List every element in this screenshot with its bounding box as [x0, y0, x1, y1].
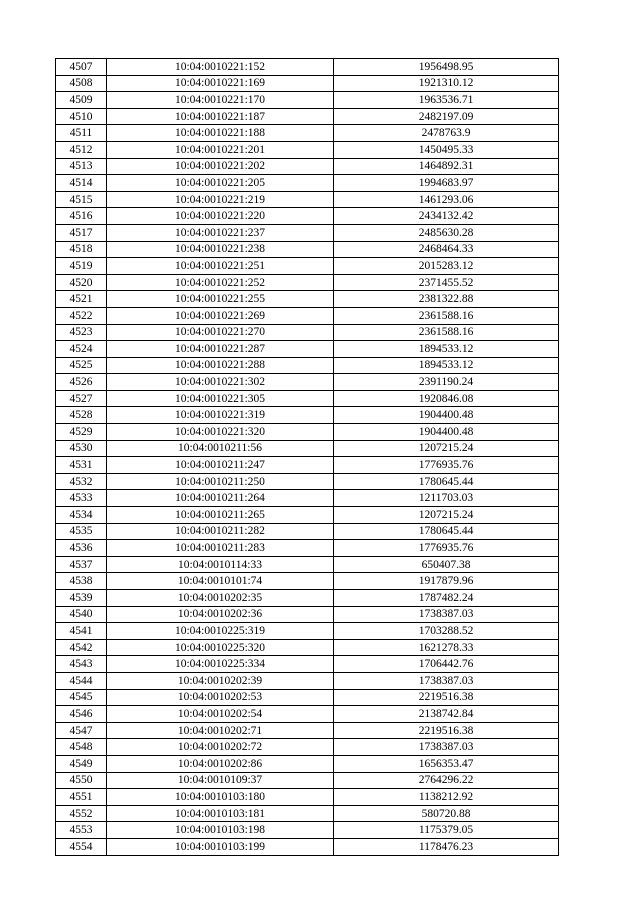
cadastral-number-cell: 10:04:0010225:319 [107, 623, 334, 640]
value-cell: 1904400.48 [334, 407, 559, 424]
value-cell: 2371455.52 [334, 274, 559, 291]
value-cell: 2391190.24 [334, 374, 559, 391]
cadastral-number-cell: 10:04:0010221:219 [107, 191, 334, 208]
value-cell: 1780645.44 [334, 473, 559, 490]
table-row [56, 606, 559, 623]
value-cell: 2219516.38 [334, 689, 559, 706]
cadastral-number-cell: 10:04:0010211:265 [107, 507, 334, 524]
table-row [56, 125, 559, 142]
cadastral-number-cell: 10:04:0010221:320 [107, 424, 334, 441]
table-row [56, 341, 559, 358]
table-row [56, 357, 559, 374]
value-cell: 2219516.38 [334, 722, 559, 739]
row-number-cell: 4549 [56, 755, 107, 772]
row-number-cell: 4522 [56, 307, 107, 324]
value-cell: 2468464.33 [334, 241, 559, 258]
row-number-cell: 4545 [56, 689, 107, 706]
row-number-cell: 4534 [56, 507, 107, 524]
row-number-cell: 4530 [56, 440, 107, 457]
cadastral-number-cell: 10:04:0010202:39 [107, 672, 334, 689]
table-row [56, 241, 559, 258]
table-row [56, 772, 559, 789]
cadastral-number-cell: 10:04:0010103:181 [107, 805, 334, 822]
value-cell: 1921310.12 [334, 75, 559, 92]
row-number-cell: 4515 [56, 191, 107, 208]
table-row [56, 307, 559, 324]
row-number-cell: 4519 [56, 258, 107, 275]
table-row [56, 523, 559, 540]
value-cell: 1780645.44 [334, 523, 559, 540]
value-cell: 1894533.12 [334, 341, 559, 358]
cadastral-number-cell: 10:04:0010221:170 [107, 92, 334, 109]
value-cell: 2138742.84 [334, 706, 559, 723]
row-number-cell: 4532 [56, 473, 107, 490]
cadastral-number-cell: 10:04:0010202:54 [107, 706, 334, 723]
table-row [56, 424, 559, 441]
table-row [56, 507, 559, 524]
value-cell: 1461293.06 [334, 191, 559, 208]
row-number-cell: 4539 [56, 590, 107, 607]
table-row [56, 59, 559, 76]
row-number-cell: 4537 [56, 556, 107, 573]
table-row [56, 540, 559, 557]
cadastral-number-cell: 10:04:0010225:334 [107, 656, 334, 673]
value-cell: 2361588.16 [334, 307, 559, 324]
row-number-cell: 4541 [56, 623, 107, 640]
value-cell: 1706442.76 [334, 656, 559, 673]
cadastral-number-cell: 10:04:0010211:264 [107, 490, 334, 507]
table-row [56, 722, 559, 739]
value-cell: 2015283.12 [334, 258, 559, 275]
cadastral-number-cell: 10:04:0010109:37 [107, 772, 334, 789]
value-cell: 1703288.52 [334, 623, 559, 640]
row-number-cell: 4526 [56, 374, 107, 391]
row-number-cell: 4544 [56, 672, 107, 689]
table-row [56, 390, 559, 407]
cadastral-number-cell: 10:04:0010221:302 [107, 374, 334, 391]
row-number-cell: 4523 [56, 324, 107, 341]
cadastral-number-cell: 10:04:0010101:74 [107, 573, 334, 590]
value-cell: 1175379.05 [334, 822, 559, 839]
cadastral-number-cell: 10:04:0010202:35 [107, 590, 334, 607]
cadastral-number-cell: 10:04:0010221:255 [107, 291, 334, 308]
row-number-cell: 4525 [56, 357, 107, 374]
table-row [56, 473, 559, 490]
row-number-cell: 4510 [56, 108, 107, 125]
cadastral-number-cell: 10:04:0010211:56 [107, 440, 334, 457]
table-row [56, 739, 559, 756]
cadastral-number-cell: 10:04:0010221:201 [107, 141, 334, 158]
table-row [56, 92, 559, 109]
value-cell: 2482197.09 [334, 108, 559, 125]
table-row [56, 672, 559, 689]
cadastral-number-cell: 10:04:0010221:220 [107, 208, 334, 225]
row-number-cell: 4508 [56, 75, 107, 92]
value-cell: 2764296.22 [334, 772, 559, 789]
row-number-cell: 4516 [56, 208, 107, 225]
value-cell: 1464892.31 [334, 158, 559, 175]
cadastral-number-cell: 10:04:0010202:36 [107, 606, 334, 623]
cadastral-number-cell: 10:04:0010221:187 [107, 108, 334, 125]
value-cell: 1917879.96 [334, 573, 559, 590]
table-row [56, 656, 559, 673]
value-cell: 1738387.03 [334, 739, 559, 756]
value-cell: 1963536.71 [334, 92, 559, 109]
cadastral-number-cell: 10:04:0010202:86 [107, 755, 334, 772]
cadastral-number-cell: 10:04:0010221:237 [107, 224, 334, 241]
value-cell: 1207215.24 [334, 440, 559, 457]
value-cell: 2381322.88 [334, 291, 559, 308]
row-number-cell: 4509 [56, 92, 107, 109]
cadastral-number-cell: 10:04:0010221:238 [107, 241, 334, 258]
table-row [56, 208, 559, 225]
cadastral-number-cell: 10:04:0010221:319 [107, 407, 334, 424]
cadastral-number-cell: 10:04:0010103:180 [107, 789, 334, 806]
row-number-cell: 4535 [56, 523, 107, 540]
table-row [56, 556, 559, 573]
row-number-cell: 4513 [56, 158, 107, 175]
table-row [56, 191, 559, 208]
row-number-cell: 4542 [56, 639, 107, 656]
value-cell: 1894533.12 [334, 357, 559, 374]
value-cell: 1656353.47 [334, 755, 559, 772]
table-row [56, 158, 559, 175]
table-row [56, 374, 559, 391]
row-number-cell: 4518 [56, 241, 107, 258]
row-number-cell: 4551 [56, 789, 107, 806]
value-cell: 1211703.03 [334, 490, 559, 507]
row-number-cell: 4527 [56, 390, 107, 407]
value-cell: 1994683.97 [334, 175, 559, 192]
table-body [56, 59, 559, 856]
row-number-cell: 4552 [56, 805, 107, 822]
value-cell: 1904400.48 [334, 424, 559, 441]
table-row [56, 755, 559, 772]
cadastral-number-cell: 10:04:0010221:287 [107, 341, 334, 358]
row-number-cell: 4543 [56, 656, 107, 673]
cadastral-number-cell: 10:04:0010211:250 [107, 473, 334, 490]
cadastral-number-cell: 10:04:0010211:247 [107, 457, 334, 474]
table-row [56, 108, 559, 125]
value-cell: 1621278.33 [334, 639, 559, 656]
value-cell: 1738387.03 [334, 606, 559, 623]
cadastral-number-cell: 10:04:0010221:169 [107, 75, 334, 92]
cadastral-number-cell: 10:04:0010202:71 [107, 722, 334, 739]
cadastral-number-cell: 10:04:0010221:288 [107, 357, 334, 374]
table-row [56, 407, 559, 424]
cadastral-number-cell: 10:04:0010221:305 [107, 390, 334, 407]
value-cell: 1956498.95 [334, 59, 559, 76]
table-row [56, 689, 559, 706]
row-number-cell: 4512 [56, 141, 107, 158]
value-cell: 1450495.33 [334, 141, 559, 158]
value-cell: 1787482.24 [334, 590, 559, 607]
row-number-cell: 4554 [56, 838, 107, 855]
value-cell: 2434132.42 [334, 208, 559, 225]
table-row [56, 141, 559, 158]
table-row [56, 274, 559, 291]
table-row [56, 590, 559, 607]
row-number-cell: 4548 [56, 739, 107, 756]
row-number-cell: 4528 [56, 407, 107, 424]
cadastral-number-cell: 10:04:0010221:270 [107, 324, 334, 341]
value-cell: 1738387.03 [334, 672, 559, 689]
value-cell: 1178476.23 [334, 838, 559, 855]
cadastral-number-cell: 10:04:0010221:188 [107, 125, 334, 142]
cadastral-number-cell: 10:04:0010225:320 [107, 639, 334, 656]
value-cell: 2485630.28 [334, 224, 559, 241]
table-row [56, 838, 559, 855]
table-row [56, 224, 559, 241]
cadastral-number-cell: 10:04:0010103:199 [107, 838, 334, 855]
row-number-cell: 4517 [56, 224, 107, 241]
table-row [56, 440, 559, 457]
cadastral-number-cell: 10:04:0010103:198 [107, 822, 334, 839]
value-cell: 580720.88 [334, 805, 559, 822]
cadastral-number-cell: 10:04:0010211:282 [107, 523, 334, 540]
value-cell: 1776935.76 [334, 457, 559, 474]
cadastral-number-cell: 10:04:0010221:252 [107, 274, 334, 291]
row-number-cell: 4521 [56, 291, 107, 308]
row-number-cell: 4536 [56, 540, 107, 557]
value-cell: 2478763.9 [334, 125, 559, 142]
data-table [55, 58, 559, 856]
table-row [56, 175, 559, 192]
table-row [56, 75, 559, 92]
table-row [56, 789, 559, 806]
value-cell: 1776935.76 [334, 540, 559, 557]
table-row [56, 623, 559, 640]
value-cell: 1920846.08 [334, 390, 559, 407]
row-number-cell: 4546 [56, 706, 107, 723]
value-cell: 1138212.92 [334, 789, 559, 806]
table-row [56, 457, 559, 474]
row-number-cell: 4529 [56, 424, 107, 441]
cadastral-number-cell: 10:04:0010221:202 [107, 158, 334, 175]
row-number-cell: 4514 [56, 175, 107, 192]
row-number-cell: 4540 [56, 606, 107, 623]
row-number-cell: 4511 [56, 125, 107, 142]
table-row [56, 805, 559, 822]
value-cell: 1207215.24 [334, 507, 559, 524]
row-number-cell: 4538 [56, 573, 107, 590]
cadastral-number-cell: 10:04:0010221:251 [107, 258, 334, 275]
table-row [56, 258, 559, 275]
table-row [56, 490, 559, 507]
row-number-cell: 4520 [56, 274, 107, 291]
row-number-cell: 4524 [56, 341, 107, 358]
cadastral-number-cell: 10:04:0010114:33 [107, 556, 334, 573]
cadastral-number-cell: 10:04:0010221:269 [107, 307, 334, 324]
row-number-cell: 4533 [56, 490, 107, 507]
row-number-cell: 4531 [56, 457, 107, 474]
cadastral-number-cell: 10:04:0010202:53 [107, 689, 334, 706]
row-number-cell: 4553 [56, 822, 107, 839]
cadastral-number-cell: 10:04:0010221:152 [107, 59, 334, 76]
cadastral-number-cell: 10:04:0010211:283 [107, 540, 334, 557]
table-row [56, 706, 559, 723]
value-cell: 650407.38 [334, 556, 559, 573]
table-row [56, 822, 559, 839]
cadastral-number-cell: 10:04:0010202:72 [107, 739, 334, 756]
row-number-cell: 4507 [56, 59, 107, 76]
table-row [56, 573, 559, 590]
table-row [56, 639, 559, 656]
value-cell: 2361588.16 [334, 324, 559, 341]
row-number-cell: 4547 [56, 722, 107, 739]
table-row [56, 324, 559, 341]
cadastral-number-cell: 10:04:0010221:205 [107, 175, 334, 192]
row-number-cell: 4550 [56, 772, 107, 789]
table-row [56, 291, 559, 308]
